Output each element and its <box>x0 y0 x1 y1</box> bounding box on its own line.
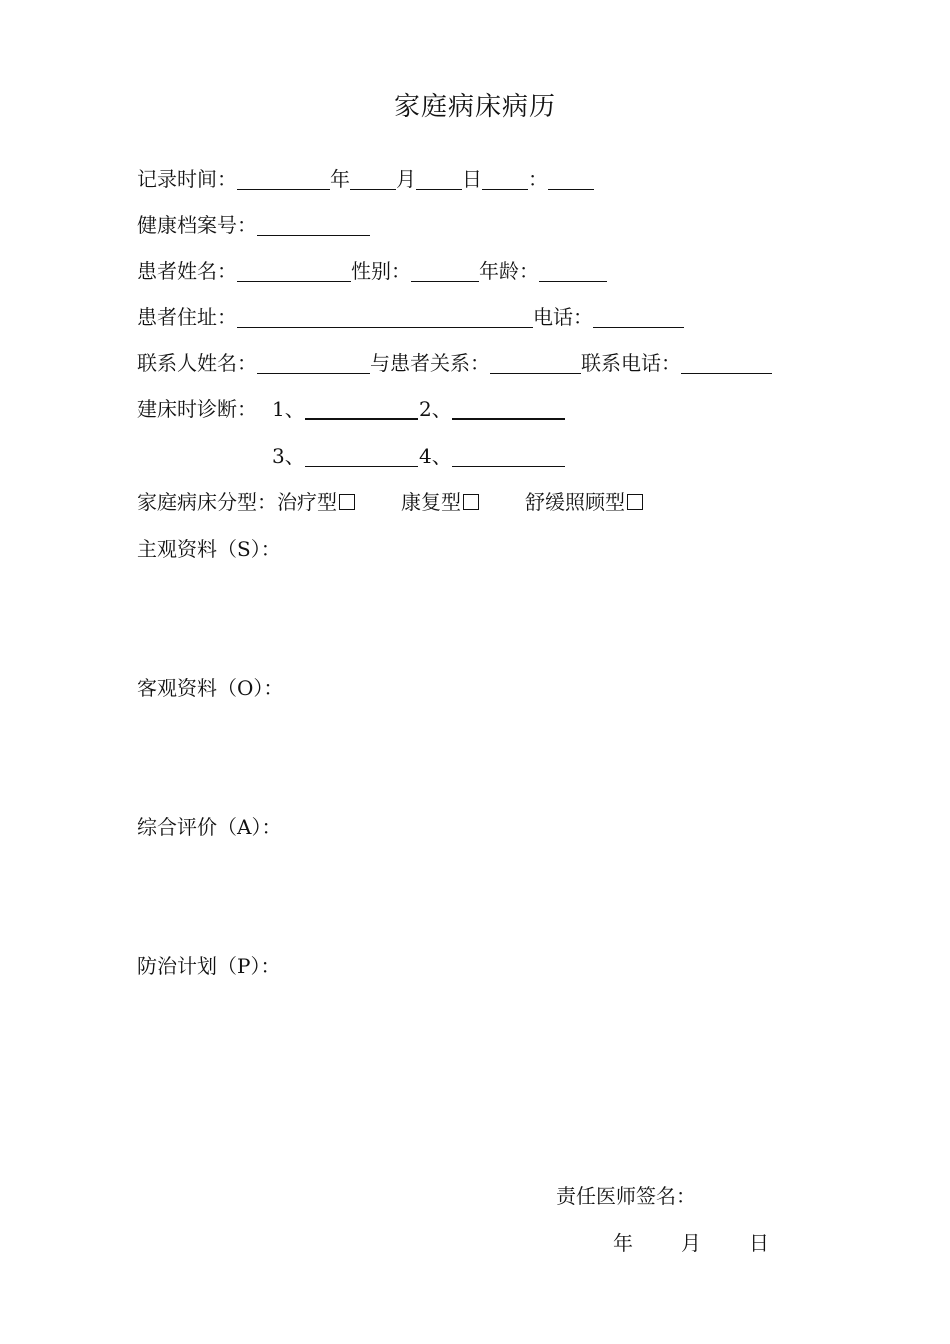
bed-type-option-treatment[interactable] <box>277 490 355 514</box>
patient-address-row <box>137 302 684 332</box>
phone-field[interactable] <box>593 305 684 328</box>
year-label: 年 <box>330 167 350 191</box>
record-time-label: 记录时间： <box>137 167 237 191</box>
diagnosis-label: 建床时诊断： <box>137 397 257 421</box>
diagnosis-field-2[interactable] <box>452 396 565 420</box>
record-month-field[interactable] <box>350 167 396 190</box>
gender-label: 性别： <box>351 259 411 283</box>
diagnosis-number-4: 4、 <box>419 444 452 468</box>
diagnosis-item-4 <box>419 441 565 471</box>
diagnosis-field-4[interactable] <box>452 444 565 467</box>
signature-day-label: 日 <box>749 1231 769 1255</box>
health-record-label: 健康档案号： <box>137 213 257 237</box>
diagnosis-field-3[interactable] <box>305 444 418 467</box>
contact-name-field[interactable] <box>257 351 370 374</box>
bed-type-option-label: 治疗型 <box>277 490 337 514</box>
signature-year-label: 年 <box>613 1231 633 1255</box>
health-record-row <box>137 210 370 240</box>
patient-info-row <box>137 256 607 286</box>
contact-phone-label: 联系电话： <box>581 351 681 375</box>
diagnosis-item-2 <box>419 394 565 424</box>
signature-month-label: 月 <box>681 1231 701 1255</box>
plan-section-label: 防治计划（P）： <box>137 954 281 978</box>
record-day-field[interactable] <box>416 167 462 190</box>
health-record-field[interactable] <box>257 213 370 236</box>
month-label: 月 <box>396 167 416 191</box>
record-time-row <box>137 164 594 194</box>
bed-type-row <box>137 487 643 517</box>
checkbox-icon[interactable] <box>627 494 643 510</box>
gender-field[interactable] <box>411 259 479 282</box>
bed-type-option-palliative[interactable] <box>525 490 643 514</box>
bed-type-label: 家庭病床分型： <box>137 490 277 514</box>
age-label: 年龄： <box>479 259 539 283</box>
address-field[interactable] <box>237 305 533 328</box>
relation-field[interactable] <box>490 351 581 374</box>
bed-type-option-label: 舒缓照顾型 <box>525 490 625 514</box>
record-year-field[interactable] <box>237 167 330 190</box>
diagnosis-label-row <box>137 394 257 424</box>
doctor-signature-label: 责任医师签名： <box>556 1184 696 1208</box>
contact-phone-field[interactable] <box>681 351 772 374</box>
record-minute-field[interactable] <box>548 167 594 190</box>
relation-label: 与患者关系： <box>370 351 490 375</box>
assessment-section-label: 综合评价（A）： <box>137 815 282 839</box>
diagnosis-number-1: 1、 <box>272 397 305 421</box>
contact-name-label: 联系人姓名： <box>137 351 257 375</box>
day-label: 日 <box>462 167 482 191</box>
checkbox-icon[interactable] <box>463 494 479 510</box>
bed-type-option-rehab[interactable] <box>401 490 479 514</box>
contact-row <box>137 348 772 378</box>
age-field[interactable] <box>539 259 607 282</box>
diagnosis-number-2: 2、 <box>419 397 452 421</box>
diagnosis-item-1 <box>272 394 418 424</box>
record-hour-field[interactable] <box>482 167 528 190</box>
time-colon: ： <box>528 167 548 191</box>
patient-name-label: 患者姓名： <box>137 259 237 283</box>
diagnosis-item-3 <box>272 441 418 471</box>
patient-name-field[interactable] <box>237 259 351 282</box>
phone-label: 电话： <box>533 305 593 329</box>
page-title: 家庭病床病历 <box>393 92 556 122</box>
objective-section-label: 客观资料（O）： <box>137 676 284 700</box>
bed-type-option-label: 康复型 <box>401 490 461 514</box>
diagnosis-number-3: 3、 <box>272 444 305 468</box>
subjective-section-label: 主观资料（S）： <box>137 537 281 561</box>
checkbox-icon[interactable] <box>339 494 355 510</box>
address-label: 患者住址： <box>137 305 237 329</box>
diagnosis-field-1[interactable] <box>305 396 418 420</box>
